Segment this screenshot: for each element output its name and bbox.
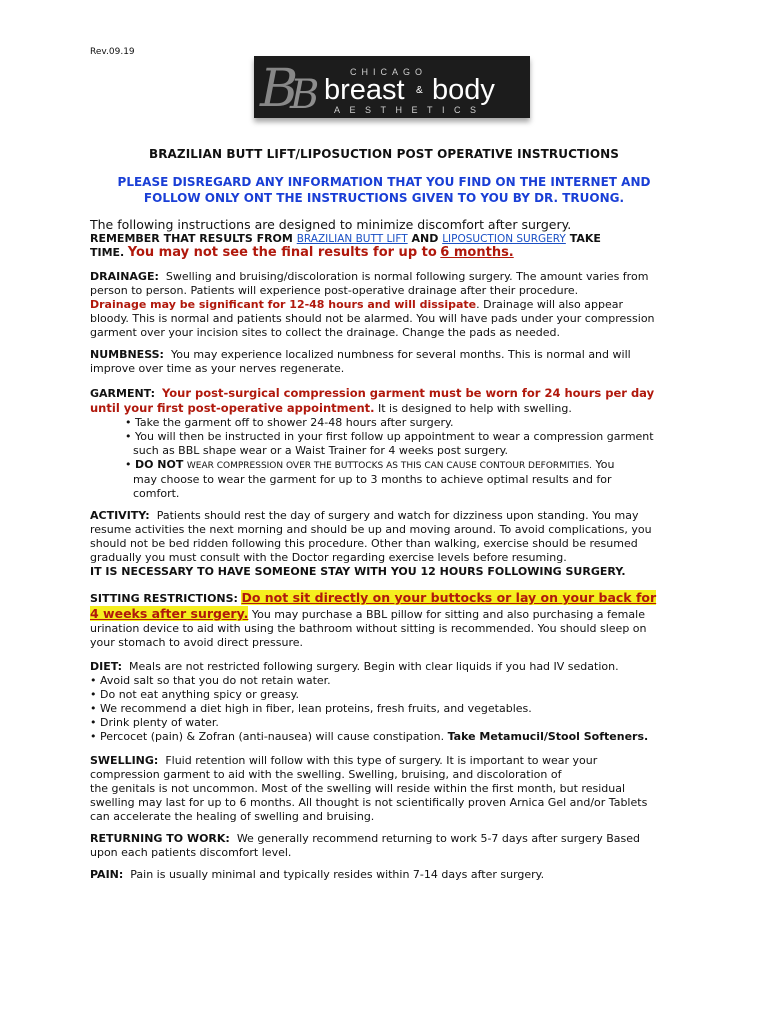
- supervision-warning: IT IS NECESSARY TO HAVE SOMEONE STAY WITH YOU 12 HOURS FOLLOWING SURGERY.: [90, 565, 626, 578]
- clinic-logo: [254, 56, 530, 118]
- activity-heading: ACTIVITY:: [90, 509, 150, 522]
- breast-body-logo-icon: [254, 56, 530, 118]
- liposuction-link[interactable]: LIPOSUCTION SURGERY: [442, 233, 566, 245]
- logo-ampersand: &: [416, 85, 423, 96]
- list-item: • We recommend a diet high in fiber, lean proteins, fresh fruits, and vegetables.: [90, 702, 532, 715]
- notice-line-1: PLEASE DISREGARD ANY INFORMATION THAT YOU FIND ON THE INTERNET AND: [117, 175, 651, 189]
- disclaimer-notice: [80, 174, 688, 206]
- numbness-section: NUMBNESS: You may experience localized numbness for several months. This is normal and will improve over time as your nerves regenerate.: [90, 348, 631, 375]
- page-title: BRAZILIAN BUTT LIFT/LIPOSUCTION POST OPERATIVE INSTRUCTIONS: [148, 147, 620, 161]
- intro-text: The following instructions are designed to minimize discomfort after surgery.: [90, 217, 572, 232]
- revision-label: Rev.09.19: [90, 47, 135, 57]
- list-item: • Take the garment off to shower 24-48 hours after surgery.: [125, 416, 454, 429]
- results-timeline: TIME. You may not see the final results for up to 6 months.: [90, 245, 514, 260]
- notice-line-2: FOLLOW ONLY ONT THE INSTRUCTIONS GIVEN TO YOU BY DR. TRUONG.: [143, 191, 625, 205]
- diet-heading: DIET:: [90, 660, 123, 673]
- logo-top-text: CHICAGO: [350, 67, 428, 77]
- logo-monogram: B: [260, 59, 299, 118]
- svg-text:B: B: [290, 72, 320, 118]
- drainage-heading: DRAINAGE:: [90, 270, 159, 283]
- numbness-heading: NUMBNESS:: [90, 348, 164, 361]
- work-section: RETURNING TO WORK: We generally recommend returning to work 5-7 days after surgery Based upon each patients discomfort level.: [90, 832, 640, 859]
- pain-section: PAIN: Pain is usually minimal and typically resides within 7-14 days after surgery.: [90, 868, 545, 881]
- sitting-section: SITTING RESTRICTIONS: Do not sit directly on your buttocks or lay on your back for 4 weeks after surgery. You may purchase a BBL pillow for sitting and also purchasing a female urination device to aid with using the bathroom without sitting is recommended. You should sleep on your stomach to avoid direct pressure.: [90, 590, 657, 649]
- list-item: • You will then be instructed in your first follow up appointment to wear a compression garment: [125, 430, 654, 443]
- garment-section: GARMENT: Your post-surgical compression garment must be worn for 24 hours per day until your first post-operative appointment. It is designed to help with swelling. • Take the garment off to shower 24-48 hours after surgery. • You will then be instructed in your first follow up appointment to wear a compression garment such as BBL shape wear or a Waist Trainer for 4 weeks post surgery. • DO NOT WEAR COMPRESSION OVER THE BUTTOCKS AS THIS CAN CAUSE CONTOUR DEFORMITIES. You may choose to wear the garment for up to 3 months to achieve optimal results and for comfort.: [90, 386, 690, 501]
- swelling-heading: SWELLING:: [90, 754, 159, 767]
- list-item: • Percocet (pain) & Zofran (anti-nausea) will cause constipation. Take Metamucil/Stool Softeners.: [90, 730, 649, 743]
- swelling-section: SWELLING: Fluid retention will follow with this type of surgery. It is important to wear your compression garment to aid with the swelling. Swelling, bruising, and discoloration of the genitals is not uncommon. Most of the swelling will reside within the first month, but residual swelling may last for up to 6 months. All thought is not scientifically proven Arnica Gel and/or Tablets can accelerate the healing of swelling and bruising.: [90, 754, 648, 823]
- pain-heading: PAIN:: [90, 868, 124, 881]
- work-heading: RETURNING TO WORK:: [90, 832, 230, 845]
- logo-word-body: body: [432, 74, 495, 106]
- garment-heading: GARMENT:: [90, 387, 155, 400]
- activity-section: ACTIVITY: Patients should rest the day of surgery and watch for dizziness upon standing. You may resume activities the next morning and should be up and moving around. To avoid complications, you should not be bed ridden following this procedure. Other than walking, exercise should be resumed gradually you must consult with the Doctor regarding exercise levels before resuming. IT IS NECESSARY TO HAVE SOMEONE STAY WITH YOU 12 HOURS FOLLOWING SURGERY.: [90, 509, 690, 579]
- list-item: • Drink plenty of water.: [90, 716, 219, 729]
- bbl-link[interactable]: BRAZILIAN BUTT LIFT: [296, 233, 408, 245]
- drainage-section: DRAINAGE: Swelling and bruising/discoloration is normal following surgery. The amount varies from person to person. Patients will experience post-operative drainage after their procedure. Drainage may be significant for 12-48 hours and will dissipate. Drainage will also appear bloody. This is normal and patients should not be alarmed. You will have pads under your compression garment over your incision sites to collect the drainage. Change the pads as needed.: [90, 270, 655, 339]
- sitting-heading: SITTING RESTRICTIONS:: [90, 592, 238, 605]
- diet-section: DIET: Meals are not restricted following surgery. Begin with clear liquids if you had IV sedation. • Avoid salt so that you do not retain water. • Do not eat anything spicy or greasy. • We recommend a diet high in fiber, lean proteins, fresh fruits, and vegetables. • Drink plenty of water. • Percocet (pain) & Zofran (anti-nausea) will cause constipation. Take Metamucil/Stool Softeners.: [90, 660, 690, 744]
- list-item: • Do not eat anything spicy or greasy.: [90, 688, 300, 701]
- logo-bottom-text: AESTHETICS: [334, 105, 486, 115]
- instructions-body: [90, 217, 690, 882]
- list-item: • DO NOT WEAR COMPRESSION OVER THE BUTTOCKS AS THIS CAN CAUSE CONTOUR DEFORMITIES. You: [125, 458, 615, 471]
- logo-word-breast: breast: [324, 74, 405, 106]
- list-item: • Avoid salt so that you do not retain water.: [90, 674, 331, 687]
- results-reminder: REMEMBER THAT RESULTS FROM BRAZILIAN BUTT LIFT AND LIPOSUCTION SURGERY TAKE: [90, 232, 601, 245]
